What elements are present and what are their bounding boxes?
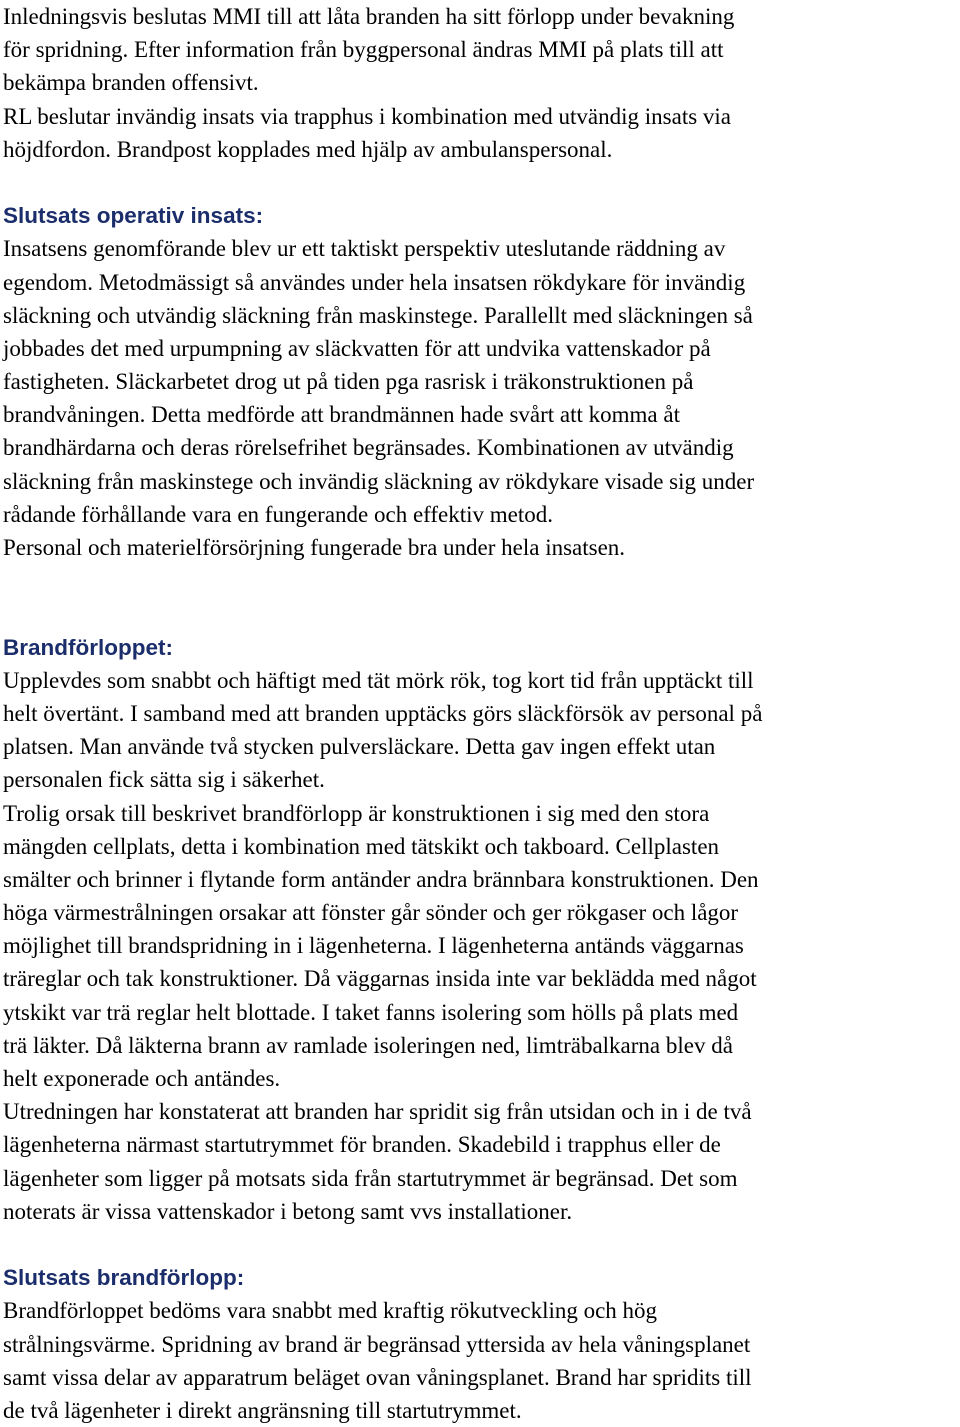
text-line: helt övertänt. I samband med att branden upptäcks görs släckförsök av personal på: [3, 700, 763, 726]
text-line: [0, 564, 960, 597]
text-line: rådande förhållande vara en fungerande och effektiv metod.: [3, 501, 554, 527]
text-line: Trolig orsak till beskrivet brandförlopp är konstruktionen i sig med den stora: [3, 800, 710, 826]
text-line: Utredningen har konstaterat att branden har spridit sig från utsidan och in i de två: [3, 1099, 752, 1125]
text-line: Brandförloppet bedöms vara snabbt med kraftig rökutveckling och hög: [3, 1298, 658, 1324]
text-line: Upplevdes som snabbt och häftigt med tät mörk rök, tog kort tid från upptäckt till: [3, 667, 754, 693]
text-line: de två lägenheter i direkt angränsning till startutrymmet.: [3, 1397, 522, 1423]
section-heading: Brandförloppet:: [3, 634, 173, 660]
spacer: [0, 597, 960, 630]
text-line: möjlighet till brandspridning in i lägenheterna. I lägenheterna antänds väggarnas: [3, 933, 744, 959]
text-line: ytskikt var trä reglar helt blottade. I taket fanns isolering som hölls på plats med: [3, 999, 739, 1025]
text-line: träreglar och tak konstruktioner. Då väggarnas insida inte var beklädda med något: [3, 966, 757, 992]
text-line: platsen. Man använde två stycken pulversläckare. Detta gav ingen effekt utan: [3, 734, 716, 760]
text-line: fastigheten. Släckarbetet drog ut på tiden pga rasrisk i träkonstruktionen på: [3, 369, 694, 395]
text-line: helt exponerade och antändes.: [3, 1066, 281, 1091]
text-line: brandhärdarna och deras rörelsefrihet begränsades. Kombinationen av utvändig: [3, 435, 734, 461]
text-line: släckning och utvändig släckning från maskinstege. Parallellt med släckningen så: [3, 302, 753, 328]
text-line: Inledningsvis beslutas MMI till att låta branden ha sitt förlopp under bevakning: [3, 4, 735, 29]
text-line: trä läkter. Då läkterna brann av ramlade isoleringen ned, limträbalkarna blev då: [3, 1032, 733, 1058]
text-line: för spridning. Efter information från byggpersonal ändras MMI på plats till att: [3, 37, 724, 63]
intro-paragraph: [0, 0, 960, 166]
text-line: Personal och materielförsörjning fungerade bra under hela insatsen.: [3, 535, 626, 560]
section-heading: Slutsats operativ insats:: [3, 203, 264, 229]
text-line: smälter och brinner i flytande form antänder andra brännbara konstruktionen. Den: [3, 866, 759, 892]
section-brandforloppet: [0, 631, 960, 1228]
section-slutsats-brandforlopp: [0, 1261, 960, 1427]
text-line: höjdfordon. Brandpost kopplades med hjälp av ambulanspersonal.: [3, 136, 613, 162]
section-heading: Slutsats brandförlopp:: [3, 1265, 245, 1291]
text-line: strålningsvärme. Spridning av brand är begränsad yttersida av hela våningsplanet: [3, 1331, 751, 1357]
text-line: personalen fick sätta sig i säkerhet.: [3, 767, 325, 793]
text-line: brandvåningen. Detta medförde att brandmännen hade svårt att komma åt: [3, 402, 680, 428]
text-line: lägenheterna närmast startutrymmet för branden. Skadebild i trapphus eller de: [3, 1132, 721, 1158]
text-line: mängden cellplats, detta i kombination med tätskikt och takboard. Cellplasten: [3, 833, 720, 859]
spacer: [0, 1228, 960, 1261]
text-line: höga värmestrålningen orsakar att fönster går sönder och ger rökgaser och lågor: [3, 900, 739, 926]
text-line: RL beslutar invändig insats via trapphus i kombination med utvändig insats via: [3, 103, 732, 129]
text-line: lägenheter som ligger på motsats sida från startutrymmet är begränsad. Det som: [3, 1165, 738, 1191]
section-operativ-insats: [0, 199, 960, 597]
text-line: samt vissa delar av apparatrum beläget ovan våningsplanet. Brand har spridits till: [3, 1364, 752, 1390]
spacer: [0, 166, 960, 199]
text-line: bekämpa branden offensivt.: [3, 70, 259, 96]
text-line: släckning från maskinstege och invändig släckning av rökdykare visade sig under: [3, 468, 755, 494]
text-line: jobbades det med urpumpning av släckvatten för att undvika vattenskador på: [3, 335, 711, 361]
text-line: Insatsens genomförande blev ur ett taktiskt perspektiv uteslutande räddning av: [3, 236, 726, 262]
text-line: noterats är vissa vattenskador i betong samt vvs installationer.: [3, 1198, 573, 1224]
text-line: egendom. Metodmässigt så användes under hela insatsen rökdykare för invändig: [3, 269, 746, 295]
